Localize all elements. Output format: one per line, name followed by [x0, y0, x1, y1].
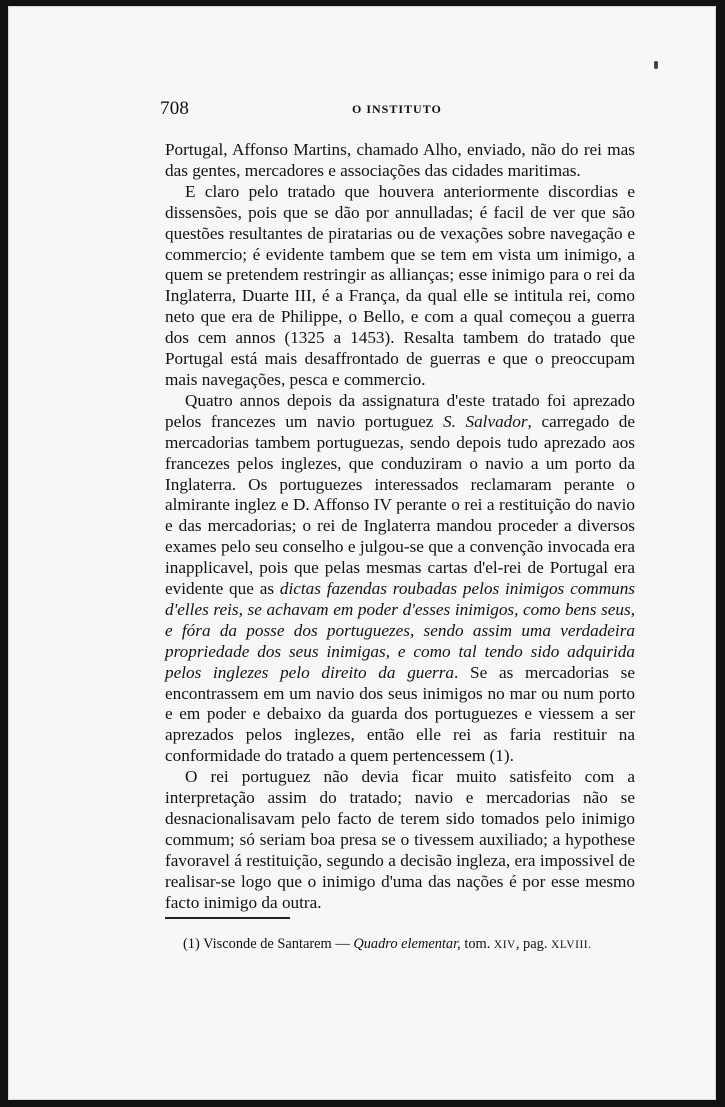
paragraph-2: E claro pelo tratado que houvera anteriormente discordias e dissensões, pois que se dão por annulladas; é facil de ver que são questões resultantes de piratarias ou de vexações sobre navegação e commercio; é evidente tambem que se tem em vista um inimigo, a quem se pretendem restringir as allianças; esse inimigo para o rei da Inglaterra, Duarte III, é a França, da qual elle se intitula rei, como neto que era de Philippe, o Bello, e com a qual começou a guerra dos cem annos (1325 a 1453). Resalta tambem do tratado que Portugal está mais desaffrontado de guerras e que o preoccupam mais navegações, pesca e commercio. — [165, 181, 635, 389]
main-text — [165, 140, 635, 914]
paragraph-3-text-end: . Se as mercadorias se encontrassem em um navio dos seus inimigos no mar ou num porto e em poder e debaixo da guarda dos portuguezes e viessem a ser aprezados pelos inglezes, então elle rei as faria restituir na conformidade do tratado a quem pertencessem (1). — [165, 662, 635, 766]
running-head — [160, 98, 644, 122]
paragraph-3-text-start: Quatro annos depois da assignatura d'este tratado foi aprezado pelos francezes um navio portuguez — [165, 390, 635, 431]
paragraph-3-text-middle: , carregado de mercadorias tambem portuguezas, sendo depois tudo aprezado aos francezes pelos inglezes, que conduziram o navio a um porto da Inglaterra. Os portuguezes interessados reclamaram perante o almirante inglez e D. Affonso IV perante o rei a restituição do navio e das mercadorias; o rei de Inglaterra mandou proceder a diversos exames pelo seu conselho e julgou-se que a convenção invocada era inapplicavel, pois que pelas mesmas cartas d'el-rei de Portugal era evidente que as — [165, 411, 635, 599]
paragraph-1: Portugal, Affonso Martins, chamado Alho, enviado, não do rei mas das gentes, mercadores e associações das cidades maritimas. — [165, 140, 635, 180]
footnote-page: XLVIII. — [551, 939, 592, 951]
footnote-page-prefix: , pag. — [515, 936, 552, 952]
quoted-passage: dictas fazendas roubadas pelos inimigos communs d'elles reis, se achavam em poder d'esses inimigos, como bens seus, e fóra da posse dos portuguezes, sendo assim uma verdadeira propriedade dos seus inimigas, e como tal tendo sido adquirida pelos inglezes pelo direito da guerra — [165, 579, 635, 682]
ship-name: S. Salvador — [443, 411, 528, 431]
paragraph-4: O rei portuguez não devia ficar muito satisfeito com a interpretação assim do tratado; navio e mercadorias não se desnacionalisavam pelo facto de terem sido tomados pelo inimigo commum; só seriam boa presa se o tivessem auxiliado; a hypothese favoravel á restituição, segundo a decisão ingleza, era impossivel de realisar-se logo que o inimigo d'uma das nações é por esse mesmo facto inimigo da outra. — [165, 767, 635, 912]
scan-mark — [654, 61, 658, 69]
footnote-tome: XIV — [493, 939, 516, 951]
footnote-separator — [165, 917, 290, 919]
footnote — [183, 935, 635, 954]
footnote-title: Quadro elementar, — [353, 936, 461, 952]
running-title: O INSTITUTO — [352, 102, 442, 116]
footnote-author: Visconde de Santarem — — [203, 936, 354, 952]
footnote-marker: (1) — [183, 936, 200, 952]
page-number: 708 — [160, 98, 190, 119]
paragraph-3 — [165, 391, 635, 767]
footnote-tome-prefix: tom. — [460, 936, 494, 952]
